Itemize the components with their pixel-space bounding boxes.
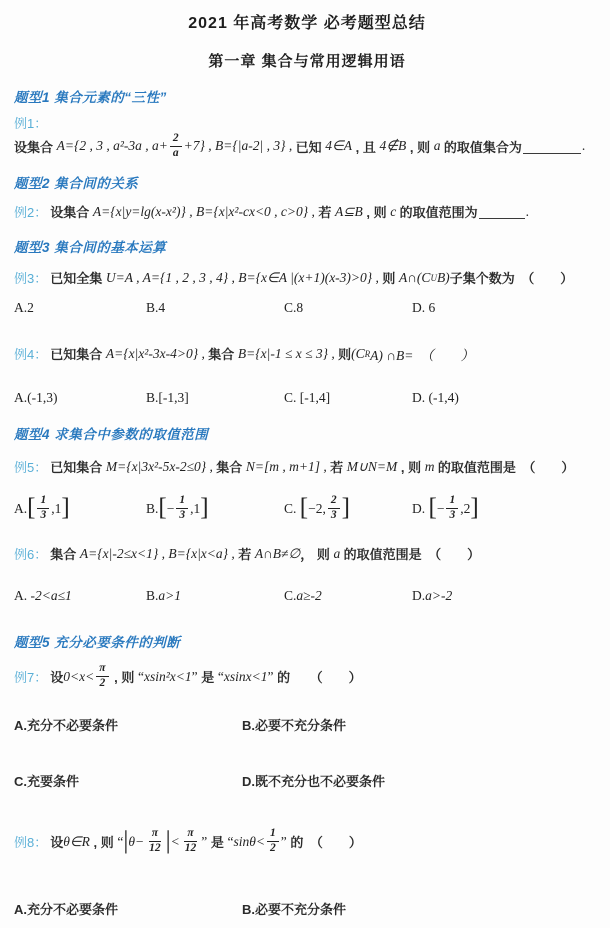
example-5-choice-c: C. [ −2, $\frac{2}{3}$ ] [284, 493, 350, 522]
topic-heading-2: 题型2 集合间的关系 [14, 175, 139, 191]
example-4-choice-d: D. (-1,4) [412, 389, 459, 405]
example-2-label: 例2： [14, 205, 48, 221]
example-6-choice-c: C. a≥-2 [284, 587, 322, 603]
example-3 [14, 267, 600, 289]
example-7-choice-b: B.必要不充分条件 [242, 717, 347, 733]
example-4-choice-a: A.(-1,3) [14, 389, 58, 405]
topic-heading-3: 题型3 集合间的基本运算 [14, 239, 167, 255]
example-1-label: 例1： [14, 116, 48, 131]
example-8-choices-row-1 [14, 899, 600, 918]
doc-title: 2021 年高考数学 必考题型总结 [188, 15, 426, 32]
example-2-text: 设集合 A={x|y=lg(x-x²)} , B={x|x²-cx<0 , c>0} , 若 A⊆B , 则 c 的取值范围为 . [50, 203, 529, 221]
example-4-label: 例4： [14, 347, 48, 363]
example-8 [14, 816, 600, 868]
example-4-choices [14, 390, 600, 406]
example-2 [14, 201, 600, 223]
example-7-choice-c: C.充要条件 [14, 773, 80, 789]
example-6-label: 例6： [14, 547, 48, 563]
example-5-choice-a: A. [ $\frac{1}{3}$ ,1 ] [14, 493, 70, 522]
example-1-text: 设集合 A={2 , 3 , a²-3a , a+ $\frac{2}{a}$ +7} , B={|a-2| , 3} , 已知 4∈A , 且 4∉B , 则 a 的取值集合为 . [14, 132, 586, 159]
example-5 [14, 456, 600, 478]
example-3-choices [14, 300, 600, 316]
example-5-choice-d: D. [ − $\frac{1}{3}$ ,2 ] [412, 493, 479, 522]
example-6 [14, 543, 600, 565]
example-7-choices-row-1 [14, 715, 600, 734]
example-7 [14, 658, 600, 696]
topic-heading-5: 题型5 充分必要条件的判断 [14, 634, 181, 650]
example-5-label: 例5： [14, 460, 48, 476]
example-7-choice-a: A.充分不必要条件 [14, 717, 119, 733]
example-4-text: 已知集合 A={x|x²-3x-4>0} , 集合 B={x|-1 ≤ x ≤ 3} , 则 (C R A) ∩B= （ ） [50, 345, 475, 363]
example-7-choice-d: D.既不充分也不必要条件 [242, 773, 386, 789]
example-6-text: 集合 A={x|-2≤x<1} , B={x|x<a} , 若 A∩B≠∅ ， 则 a 的取值范围是 （ ） [50, 545, 481, 563]
example-3-choice-d: D. 6 [412, 299, 436, 315]
example-8-choice-b: B.必要不充分条件 [242, 901, 347, 917]
example-6-choice-a: A. -2<a≤1 [14, 587, 72, 603]
example-5-choices [14, 486, 600, 532]
example-4-choice-b: B.[-1,3] [146, 389, 189, 405]
example-5-text: 已知集合 M={x|3x²-5x-2≤0} , 集合 N=[m , m+1] , 若 M∪N=M , 则 m 的取值范围是 （ ） [50, 458, 575, 476]
example-6-choices [14, 588, 600, 604]
example-3-choice-c: C.8 [284, 299, 304, 315]
example-8-text: 设 θ∈R , 则 “ | θ− $\frac{\pi}{12}$ | < $\frac{\pi}{12}$ ” 是 “ sinθ< $\frac{1}{2}$ ” 的 （ ） [50, 826, 362, 855]
example-6-choice-b: B. a>1 [146, 587, 182, 603]
example-8-choice-a: A.充分不必要条件 [14, 901, 119, 917]
example-3-text: 已知全集 U=A , A={1 , 2 , 3 , 4} , B={x∈A |(x+1)(x-3)>0} , 则 A∩(C U B) 子集个数为 （ ） [50, 269, 574, 287]
example-3-label: 例3： [14, 271, 48, 287]
example-3-choice-a: A.2 [14, 299, 34, 315]
chapter-title: 第一章 集合与常用逻辑用语 [208, 53, 406, 70]
example-4-choice-c: C. [-1,4] [284, 389, 331, 405]
example-6-choice-d: D. a>-2 [412, 587, 453, 603]
example-7-label: 例7： [14, 670, 48, 686]
example-3-choice-b: B.4 [146, 299, 166, 315]
example-4 [14, 343, 600, 365]
example-1 [14, 113, 600, 161]
example-7-choices-row-2 [14, 771, 600, 790]
topic-heading-4: 题型4 求集合中参数的取值范围 [14, 426, 209, 442]
topic-heading-1: 题型1 集合元素的“三性” [14, 90, 167, 105]
example-8-label: 例8： [14, 835, 48, 851]
example-5-choice-b: B. [ − $\frac{1}{3}$ ,1 ] [146, 493, 209, 522]
example-7-text: 设 0<x< $\frac{\pi}{2}$ , 则 “ xsin²x<1 ” 是 “ xsinx<1 ” 的 （ ） [50, 662, 362, 690]
